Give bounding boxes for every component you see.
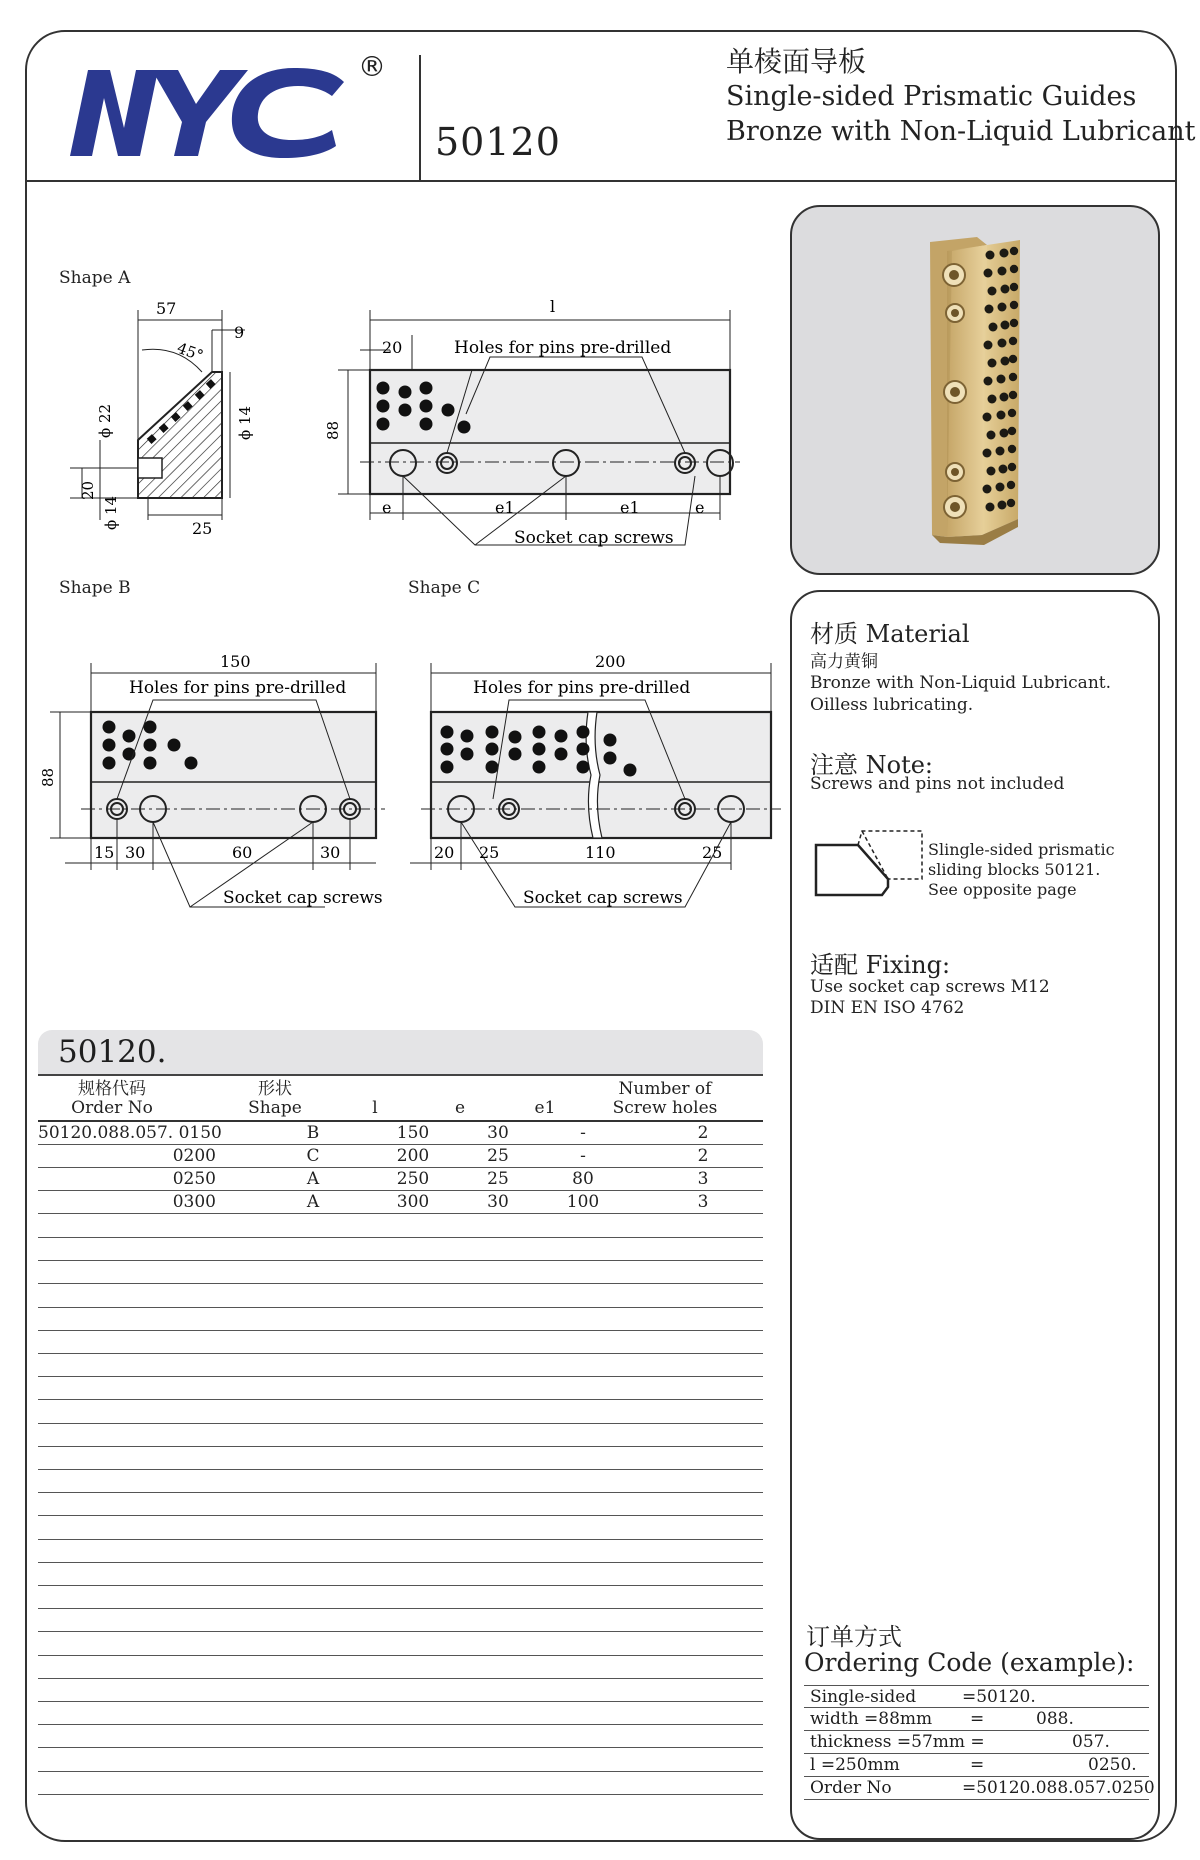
shape-b-drawing [39,645,390,915]
fixing-text-2: DIN EN ISO 4762 [810,998,965,1018]
ordering-row: Single-sided =50120. [804,1685,1149,1708]
blank-rule [38,1794,763,1795]
blank-rule [38,1631,763,1632]
shape-a-drawing [60,290,280,540]
material-cn: 高力黄铜 [810,652,878,672]
shape-c-holes-label: Holes for pins pre-drilled [473,678,691,698]
dim-20-top: 20 [382,338,403,357]
title-en-line1: Single-sided Prismatic Guides [726,81,1137,112]
blank-rule [38,1585,763,1586]
product-code: 50120 [435,120,561,164]
registered-mark: ® [358,50,386,83]
shape-b-holes-label: Holes for pins pre-drilled [129,678,347,698]
blank-rule [38,1353,763,1354]
reference-line-3: See opposite page [928,880,1077,899]
dim-57: 57 [156,299,177,318]
dim-30b: 30 [320,843,341,862]
reference-line-2: sliding blocks 50121. [928,860,1101,879]
dim-phi22: ϕ 22 [96,403,114,438]
dim-60: 60 [232,843,253,862]
blank-rule [38,1539,763,1540]
dim-15: 15 [94,843,115,862]
note-heading: 注意 Note: [810,751,934,779]
table-row: 50120.088.057. 0150 B 150 30 - 2 [38,1122,763,1145]
col-order-no: 规格代码 Order No [71,1079,153,1118]
dim-110: 110 [585,843,616,862]
dim-45: 45° [174,338,206,365]
blank-rule [38,1446,763,1447]
ordering-row: thickness =57mm = 057. [804,1731,1149,1754]
shape-c-screws-label: Socket cap screws [523,888,683,908]
blank-rule [38,1515,763,1516]
sliding-block-icon [810,827,930,907]
plate-screws-label: Socket cap screws [514,528,674,548]
col-e1: e1 [534,1098,556,1118]
fixing-heading: 适配 Fixing: [810,951,951,979]
blank-rule [38,1492,763,1493]
blank-rule [38,1283,763,1284]
nyc-logo [62,60,362,170]
blank-rule [38,1771,763,1772]
dim-25a: 25 [479,843,500,862]
note-text: Screws and pins not included [810,774,1065,794]
shape-c-drawing [405,645,790,915]
blank-rule [38,1655,763,1656]
product-photo-panel [790,205,1160,575]
material-text-2: Oilless lubricating. [810,695,974,715]
product-photo [792,207,1162,577]
plate-l-drawing [324,295,770,555]
dim-phi14-left: ϕ 14 [102,495,120,530]
blank-rule [38,1399,763,1400]
fixing-text-1: Use socket cap screws M12 [810,977,1050,997]
header-divider [25,180,1177,182]
table-row: 0200 C 200 25 - 2 [38,1145,763,1168]
dim-88-b: 88 [39,767,57,787]
dim-e1-b: e1 [620,498,640,517]
blank-rule [38,1747,763,1748]
blank-rule [38,1724,763,1725]
blank-rule [38,1423,763,1424]
ordering-row: Order No =50120.088.057.0250 [804,1777,1149,1800]
dim-l: l [550,297,556,316]
table-row: 0300 A 300 30 100 3 [38,1191,763,1214]
title-en-line2: Bronze with Non-Liquid Lubricant [726,116,1196,147]
material-heading: 材质 Material [810,620,970,648]
shape-a-label: Shape A [59,268,131,288]
col-screw-holes: Number of Screw holes [612,1079,718,1118]
dim-e1-a: e1 [495,498,515,517]
shape-b-label: Shape B [59,578,131,598]
col-shape: 形状 Shape [248,1079,302,1118]
ordering-title-cn: 订单方式 [806,1623,902,1651]
product-title [726,44,1195,149]
ordering-title: Ordering Code (example): [804,1648,1135,1677]
plate-holes-label: Holes for pins pre-drilled [454,338,672,358]
blank-rule [38,1330,763,1331]
dim-25: 25 [192,519,213,538]
col-e: e [454,1098,466,1118]
dim-e-left: e [382,498,392,517]
table-title-bar [38,1030,763,1076]
blank-rule [38,1701,763,1702]
shape-b-screws-label: Socket cap screws [223,888,383,908]
blank-rule [38,1307,763,1308]
blank-rule [38,1260,763,1261]
table-row: 0250 A 250 25 80 3 [38,1168,763,1191]
dim-20: 20 [79,480,97,500]
dim-phi14-right: ϕ 14 [236,405,254,440]
blank-rule [38,1376,763,1377]
blank-rule [38,1469,763,1470]
dim-e-right: e [695,498,705,517]
shape-c-label: Shape C [408,578,481,598]
dim-9: 9 [234,323,245,342]
reference-line-1: Slingle-sided prismatic [928,840,1115,859]
blank-rule [38,1237,763,1238]
dim-88-top: 88 [324,420,342,440]
ordering-row: width =88mm = 088. [804,1708,1149,1731]
ordering-row: l =250mm = 0250. [804,1754,1149,1777]
dim-150: 150 [220,652,251,671]
reference-note [928,840,1115,900]
table-title: 50120. [58,1034,167,1070]
blank-rule [38,1678,763,1679]
header-separator [419,55,421,180]
dim-200: 200 [595,652,626,671]
blank-rule [38,1608,763,1609]
dim-20-c: 20 [434,843,455,862]
dim-25b: 25 [702,843,723,862]
title-cn: 单棱面导板 [726,45,867,78]
col-l: l [372,1098,378,1118]
blank-rule [38,1562,763,1563]
material-text-1: Bronze with Non-Liquid Lubricant. [810,673,1112,693]
dim-30a: 30 [125,843,146,862]
